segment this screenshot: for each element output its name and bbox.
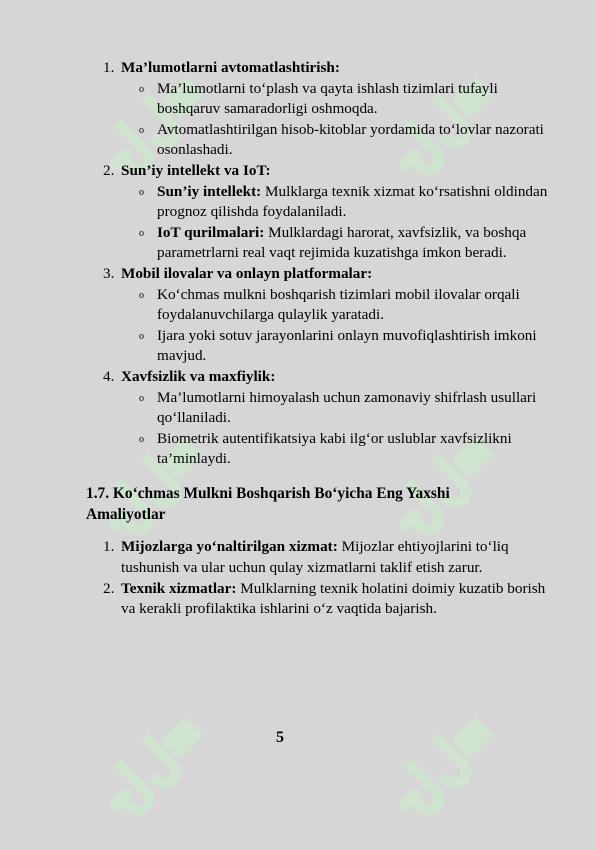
item-text: Mijozlar ehtiyojlarini to‘liq tushunish va ular uchun qulay xizmatlarni taklif etish zarur. [121,538,509,577]
sub-item [86,285,556,326]
numbered-item [86,58,556,161]
item-number: 4. [103,367,115,385]
sub-list [121,388,556,470]
item-number: 1. [103,59,115,76]
bullet-icon: o [139,227,144,239]
sub-item-text: Biometrik autentifikatsiya kabi ilg‘or uslublar xavfsizlikni ta’minlaydi. [157,429,512,468]
sub-list [121,182,556,264]
sub-item-label: IoT qurilmalari: [157,223,265,241]
content-area [86,58,556,620]
sub-item-text: Ma’lumotlarni to‘plash va qayta ishlash tizimlari tufayli boshqaruv samaradorligi oshmoqda. [157,79,498,118]
sub-item-text: Mulklardagi harorat, xavfsizlik, va boshqa parametrlarni real vaqt rejimida kuzatishga imkon beradi. [157,223,527,262]
sub-item-text: Mulklarga texnik xizmat ko‘rsatishni oldindan prognoz qilishda foydalaniladi. [157,182,548,221]
bullet-icon: o [139,330,144,342]
watermark-logo-icon [370,700,520,850]
numbered-item [86,537,556,578]
sub-item-text: Ma’lumotlarni himoyalash uchun zamonaviy shifrlash usullari qo‘llaniladi. [157,388,537,427]
item-number: 2. [103,161,115,179]
sub-item [86,326,556,367]
watermark-logo-icon [80,700,230,850]
sub-item [86,223,556,264]
numbered-item [86,367,556,470]
sub-item-text: Ijara yoki sotuv jarayonlarini onlayn muvofiqlashtirish imkoni mavjud. [157,326,537,365]
item-title: Ma’lumotlarni avtomatlashtirish: [121,59,340,76]
numbered-item [86,161,556,264]
bullet-icon: o [139,83,144,95]
item-title: Texnik xizmatlar: [121,579,237,597]
sub-item [86,388,556,429]
bullet-icon: o [139,124,144,136]
bullet-icon: o [139,433,144,445]
sub-item [86,182,556,223]
item-number: 1. [103,538,115,556]
bullet-icon: o [139,392,144,404]
sub-item-text: Avtomatlashtirilgan hisob-kitoblar yordamida to‘lovlar nazorati osonlashadi. [157,120,544,159]
sub-item-label: Sun’iy intellekt: [157,182,262,200]
bullet-icon: o [139,289,144,301]
item-number: 2. [103,579,115,597]
sub-list [121,79,556,161]
item-title: Xavfsizlik va maxfiylik: [121,367,276,385]
item-title: Sun’iy intellekt va IoT: [121,161,271,179]
sub-list [121,285,556,367]
best-practices-list [86,537,556,619]
technology-list [86,58,556,470]
page-number: 5 [276,729,284,746]
item-title: Mobil ilovalar va onlayn platformalar: [121,264,373,282]
sub-item [86,429,556,470]
sub-item [86,79,556,120]
bullet-icon: o [139,186,144,198]
numbered-item [86,579,556,620]
numbered-item [86,264,556,367]
section-heading: 1.7. Ko‘chmas Mulkni Boshqarish Bo‘yicha Eng Yaxshi Amaliyotlar [86,484,450,523]
sub-item-text: Ko‘chmas mulkni boshqarish tizimlari mobil ilovalar orqali foydalanuvchilarga qulaylik yaratadi. [157,285,520,324]
item-text: Mulklarning texnik holatini doimiy kuzatib borish va kerakli profilaktika ishlarini o‘z vaqtida bajarish. [121,579,546,618]
item-title: Mijozlarga yo‘naltirilgan xizmat: [121,538,338,556]
item-number: 3. [103,264,115,282]
sub-item [86,120,556,161]
